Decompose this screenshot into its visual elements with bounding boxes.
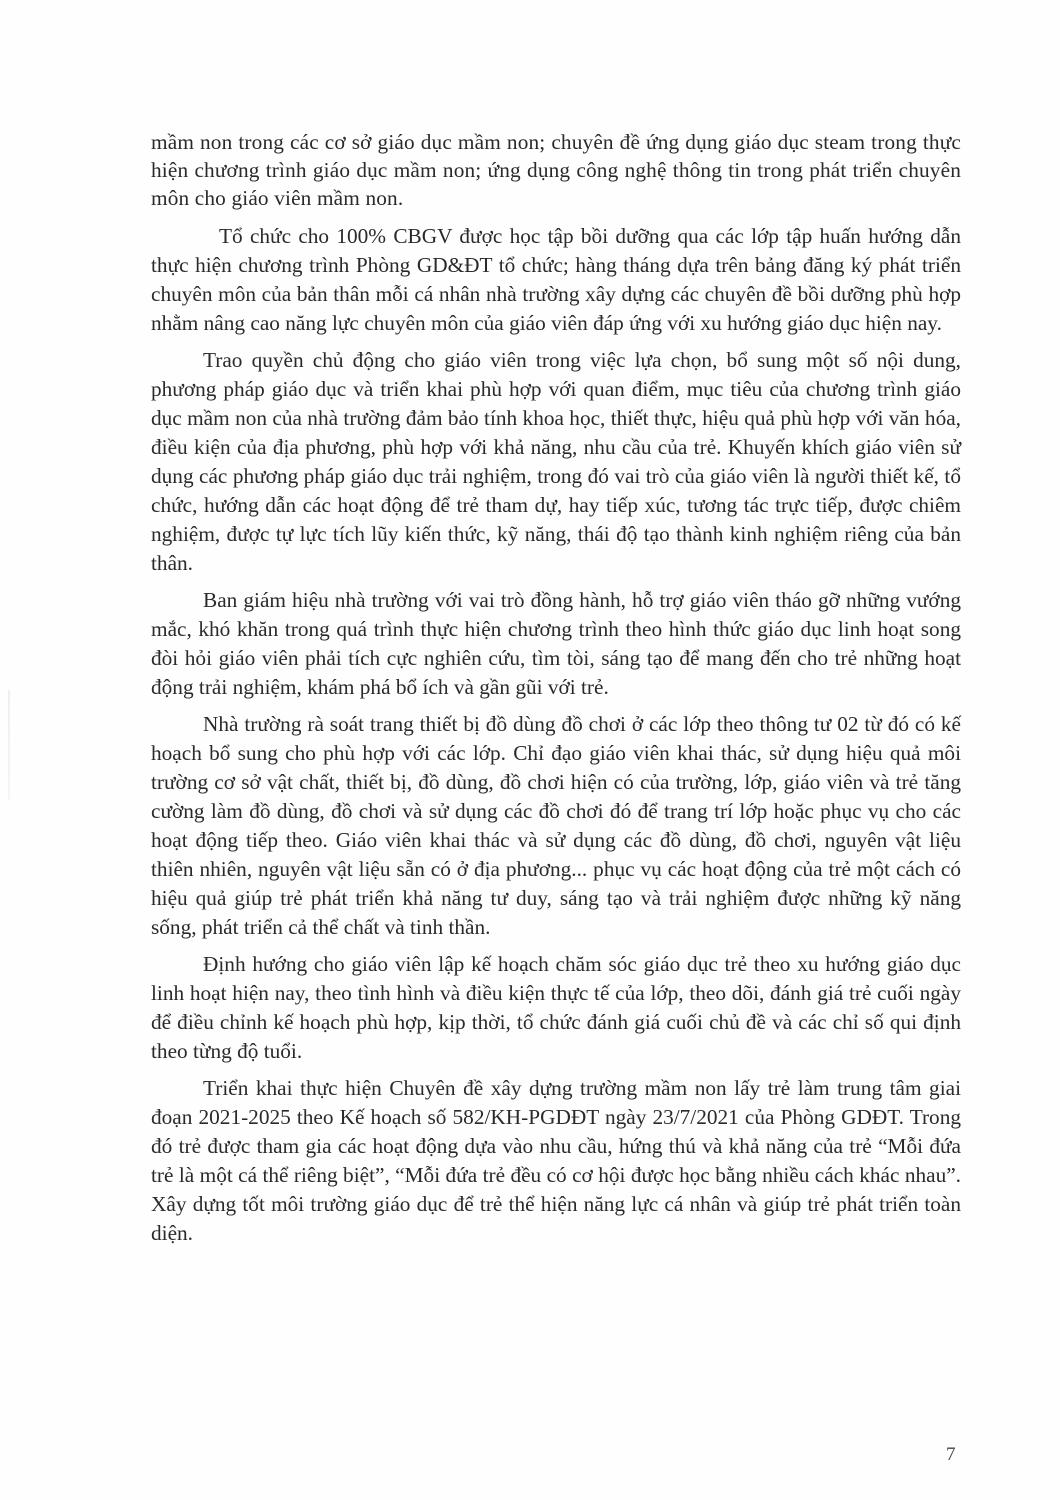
paragraph-board-support: Ban giám hiệu nhà trường với vai trò đồng hành, hỗ trợ giáo viên tháo gỡ những vướng mắc, khó khăn trong quá trình thực hiện chương trình theo hình thức giáo dục linh hoạt song đòi hỏi giáo viên phải tích cực nghiên cứu, tìm tòi, sáng tạo để mang đến cho trẻ những hoạt động trải nghiệm, khám phá bổ ích và gần gũi với trẻ. [151,588,961,699]
paragraph-equipment-review: Nhà trường rà soát trang thiết bị đồ dùng đồ chơi ở các lớp theo thông tư 02 từ đó có kế hoạch bổ sung cho phù hợp với các lớp. Chỉ đạo giáo viên khai thác, sử dụng hiệu quả môi trường cơ sở vật chất, thiết bị, đồ dùng, đồ chơi hiện có của trường, lớp, giáo viên và trẻ tăng cường làm đồ dùng, đồ chơi và sử dụng các đồ chơi đó để trang trí lớp hoặc phục vụ cho các hoạt động tiếp theo. Giáo viên khai thác và sử dụng các đồ dùng, đồ chơi, nguyên vật liệu thiên nhiên, nguyên vật liệu sẵn có ở địa phương... phục vụ các hoạt động của trẻ một cách có hiệu quả giúp trẻ phát triển khả năng tư duy, sáng tạo và trải nghiệm được những kỹ năng sống, phát triển cả thể chất và tinh thần. [151,712,961,939]
paragraph-teacher-autonomy: Trao quyền chủ động cho giáo viên trong việc lựa chọn, bổ sung một số nội dung, phương pháp giáo dục và triển khai phù hợp với quan điểm, mục tiêu của chương trình giáo dục mầm non của nhà trường đảm bảo tính khoa học, thiết thực, hiệu quả phù hợp với văn hóa, điều kiện của địa phương, phù hợp với khả năng, nhu cầu của trẻ. Khuyến khích giáo viên sử dụng các phương pháp giáo dục trải nghiệm, trong đó vai trò của giáo viên là người thiết kế, tổ chức, hướng dẫn các hoạt động để trẻ tham dự, hay tiếp xúc, tương tác trực tiếp, được chiêm nghiệm, được tự lực tích lũy kiến thức, kỹ năng, thái độ tạo thành kinh nghiệm riêng của bản thân. [151,348,961,575]
page-number: 7 [946,1444,956,1465]
scan-artifact [8,690,10,800]
paragraph-training: Tổ chức cho 100% CBGV được học tập bồi dưỡng qua các lớp tập huấn hướng dẫn thực hiện chương trình Phòng GD&ĐT tổ chức; hàng tháng dựa trên bảng đăng ký phát triển chuyên môn của bản thân mỗi cá nhân nhà trường xây dựng các chuyên đề bồi dưỡng phù hợp nhằm nâng cao năng lực chuyên môn của giáo viên đáp ứng với xu hướng giáo dục hiện nay. [151,224,961,335]
paragraph-continuation: mầm non trong các cơ sở giáo dục mầm non; chuyên đề ứng dụng giáo dục steam trong thực hiện chương trình giáo dục mầm non; ứng dụng công nghệ thông tin trong phát triển chuyên môn cho giáo viên mầm non. [151,130,961,210]
paragraph-planning-guidance: Định hướng cho giáo viên lập kế hoạch chăm sóc giáo dục trẻ theo xu hướng giáo dục linh hoạt hiện nay, theo tình hình và điều kiện thực tế của lớp, theo dõi, đánh giá trẻ cuối ngày để điều chỉnh kế hoạch phù hợp, kịp thời, tổ chức đánh giá cuối chủ đề và các chỉ số qui định theo từng độ tuổi. [151,952,961,1063]
document-body [151,128,961,1248]
paragraph-child-centered: Triển khai thực hiện Chuyên đề xây dựng trường mầm non lấy trẻ làm trung tâm giai đoạn 2021-2025 theo Kế hoạch số 582/KH-PGDĐT ngày 23/7/2021 của Phòng GDĐT. Trong đó trẻ được tham gia các hoạt động dựa vào nhu cầu, hứng thú và khả năng của trẻ “Mỗi đứa trẻ là một cá thể riêng biệt”, “Mỗi đứa trẻ đều có cơ hội được học bằng nhiều cách khác nhau”. Xây dựng tốt môi trường giáo dục để trẻ thể hiện năng lực cá nhân và giúp trẻ phát triển toàn diện. [151,1076,961,1245]
